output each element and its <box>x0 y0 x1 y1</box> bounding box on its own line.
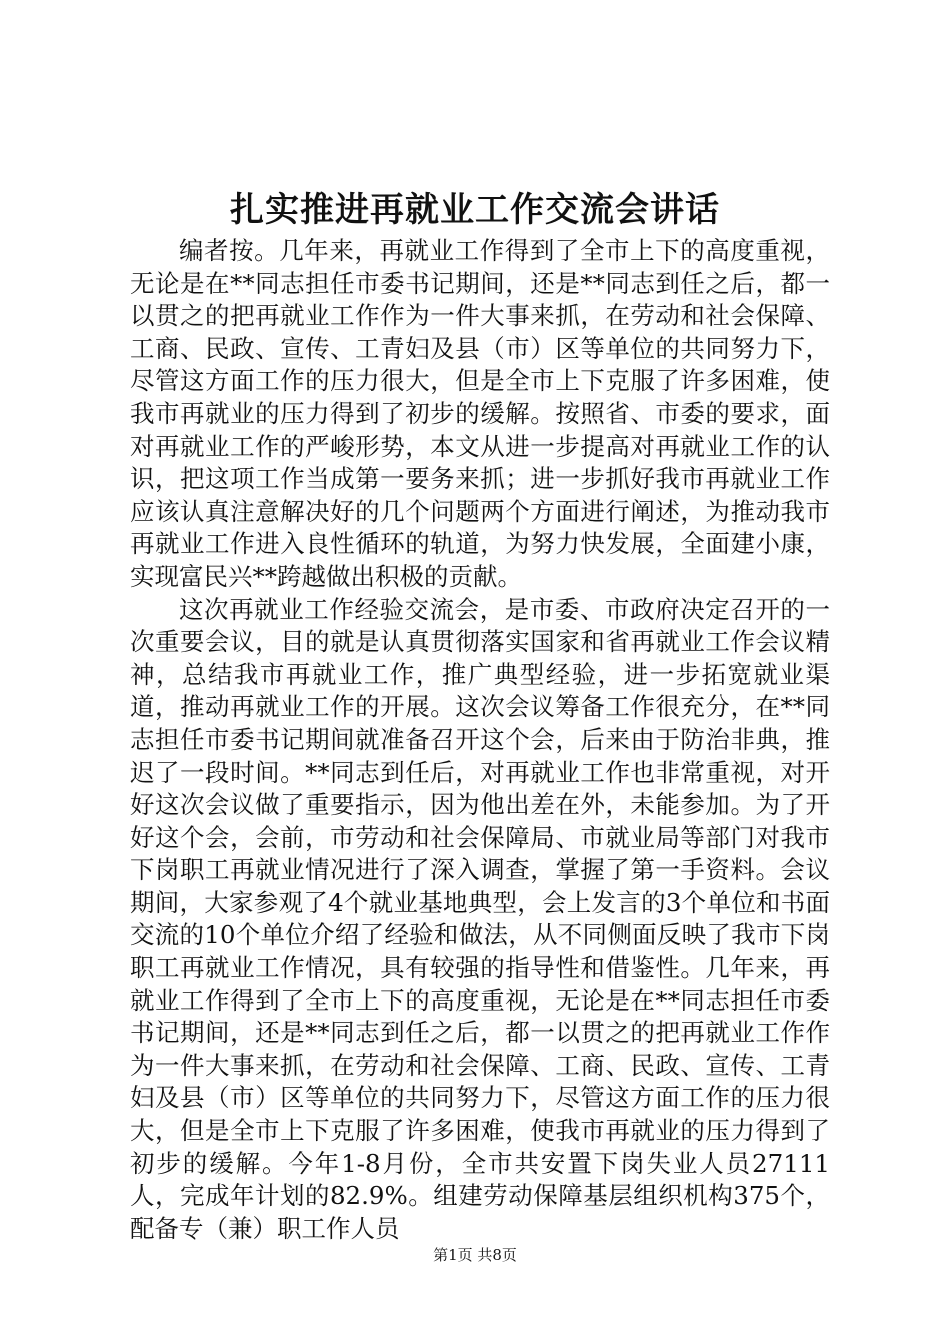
document-body <box>130 235 830 1245</box>
paragraph-meeting-intro: 这次再就业工作经验交流会，是市委、市政府决定召开的一次重要会议，目的就是认真贯彻落实国家和省再就业工作会议精神，总结我市再就业工作，推广典型经验，进一步拓宽就业渠道，推动再就业工作的开展。这次会议筹备工作很充分，在**同志担任市委书记期间就准备召开这个会，后来由于防治非典，推迟了一段时间。**同志到任后，对再就业工作也非常重视，对开好这次会议做了重要指示，因为他出差在外，未能参加。为了开好这个会，会前，市劳动和社会保障局、市就业局等部门对我市下岗职工再就业情况进行了深入调查，掌握了第一手资料。会议期间，大家参观了4个就业基地典型，会上发言的3个单位和书面交流的10个单位介绍了经验和做法，从不同侧面反映了我市下岗职工再就业工作情况，具有较强的指导性和借鉴性。几年来，再就业工作得到了全市上下的高度重视，无论是在**同志担任市委书记期间，还是**同志到任之后，都一以贯之的把再就业工作作为一件大事来抓，在劳动和社会保障、工商、民政、宣传、工青妇及县（市）区等单位的共同努力下，尽管这方面工作的压力很大，但是全市上下克服了许多困难，使我市再就业的压力得到了初步的缓解。今年1-8月份，全市共安置下岗失业人员27111人，完成年计划的82.9%。组建劳动保障基层组织机构375个，配备专（兼）职工作人员 <box>130 594 830 1243</box>
paragraph-editor-note: 编者按。几年来，再就业工作得到了全市上下的高度重视，无论是在**同志担任市委书记期间，还是**同志到任之后，都一以贯之的把再就业工作作为一件大事来抓，在劳动和社会保障、工商、民政、宣传、工青妇及县（市）区等单位的共同努力下，尽管这方面工作的压力很大，但是全市上下克服了许多困难，使我市再就业的压力得到了初步的缓解。按照省、市委的要求，面对再就业工作的严峻形势，本文从进一步提高对再就业工作的认识，把这项工作当成第一要务来抓；进一步抓好我市再就业工作应该认真注意解决好的几个问题两个方面进行阐述，为推动我市再就业工作进入良性循环的轨道，为努力快发展，全面建小康，实现富民兴**跨越做出积极的贡献。 <box>130 236 830 591</box>
document-title: 扎实推进再就业工作交流会讲话 <box>230 190 720 230</box>
page-number-footer: 第1页 共8页 <box>433 1246 517 1264</box>
